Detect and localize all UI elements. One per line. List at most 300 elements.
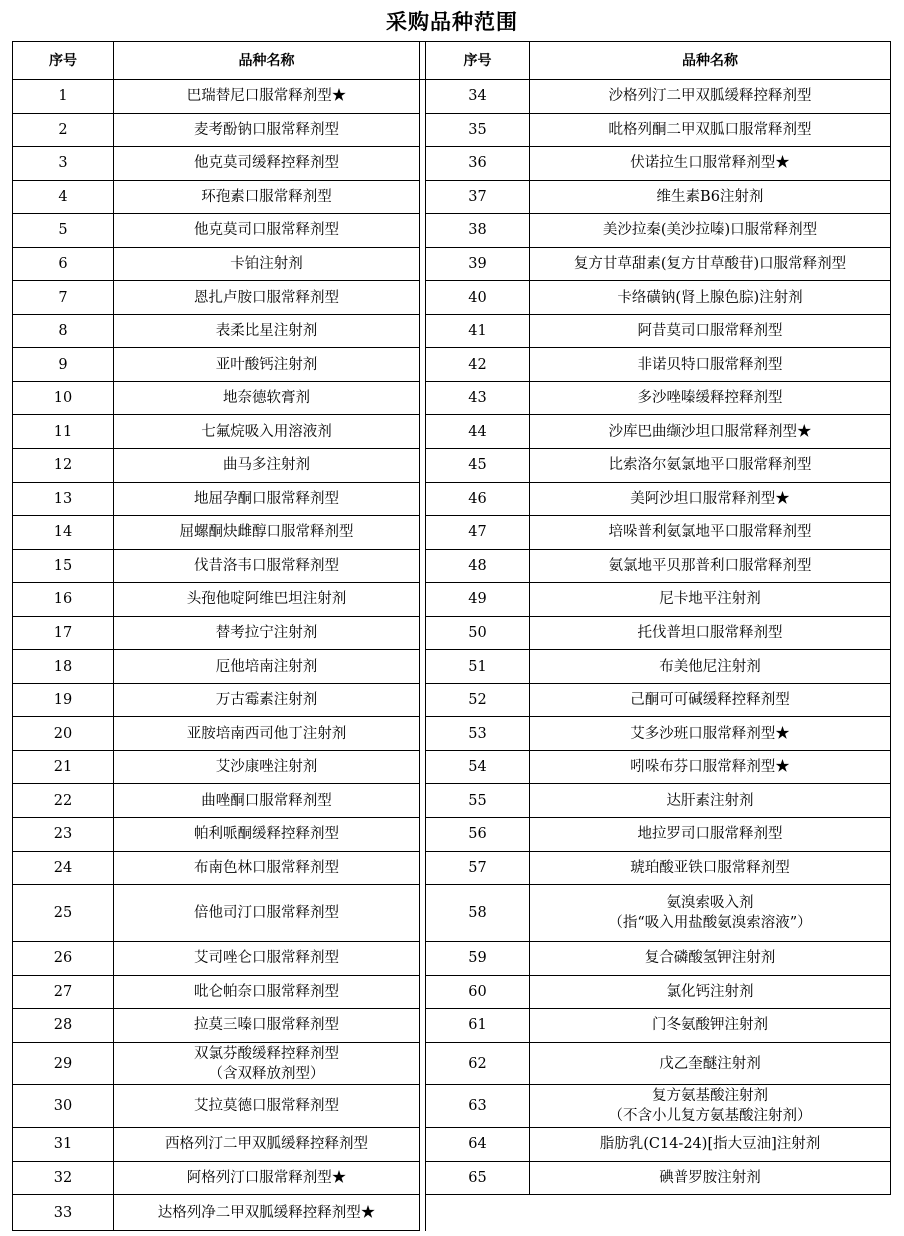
seq-cell xyxy=(426,650,530,684)
name-cell xyxy=(530,247,891,281)
name-cell xyxy=(530,415,891,449)
name-cell xyxy=(530,818,891,852)
seq-cell xyxy=(426,942,530,976)
seq-cell xyxy=(426,180,530,214)
seq-cell-text: 3 xyxy=(58,155,68,172)
table-row xyxy=(13,885,891,942)
seq-cell xyxy=(13,415,114,449)
name-cell xyxy=(530,1128,891,1162)
seq-cell xyxy=(426,113,530,147)
name-cell-text: 比索洛尔氨氯地平口服常释剂型 xyxy=(608,457,812,474)
name-cell xyxy=(530,1042,891,1085)
name-cell xyxy=(530,784,891,818)
name-cell xyxy=(530,549,891,583)
name-cell xyxy=(114,942,420,976)
seq-cell-text: 48 xyxy=(468,557,487,574)
seq-cell xyxy=(426,1161,530,1195)
name-cell xyxy=(530,750,891,784)
table-row xyxy=(13,80,891,114)
seq-cell xyxy=(426,683,530,717)
name-cell xyxy=(114,1085,420,1128)
seq-cell xyxy=(13,214,114,248)
name-cell-text: 帕利哌酮缓释控释剂型 xyxy=(194,826,339,843)
seq-cell-text: 45 xyxy=(468,457,487,474)
seq-cell xyxy=(13,1128,114,1162)
table-row xyxy=(13,549,891,583)
seq-cell xyxy=(13,1195,114,1231)
seq-cell xyxy=(13,1009,114,1043)
name-cell-text: 万古霉素注射剂 xyxy=(215,692,318,709)
seq-cell-text: 23 xyxy=(53,826,73,843)
name-cell xyxy=(530,717,891,751)
name-cell-text: 琥珀酸亚铁口服常释剂型 xyxy=(630,859,790,876)
name-cell-text: 氨溴索吸入剂 xyxy=(666,895,754,912)
seq-cell xyxy=(13,113,114,147)
seq-cell-text: 65 xyxy=(468,1169,487,1186)
name-cell xyxy=(530,975,891,1009)
name-cell-text: 地拉罗司口服常释剂型 xyxy=(637,826,783,843)
name-cell xyxy=(114,247,420,281)
name-cell-text: 艾司唑仑口服常释剂型 xyxy=(194,950,339,967)
name-cell-text: 曲马多注射剂 xyxy=(223,457,310,474)
seq-cell-text: 42 xyxy=(468,356,487,373)
name-cell xyxy=(114,1128,420,1162)
name-cell-text: 氯化钙注射剂 xyxy=(666,983,754,1000)
name-cell xyxy=(530,214,891,248)
name-cell-text: 倍他司汀口服常释剂型 xyxy=(194,905,339,922)
name-cell-text: 伐昔洛韦口服常释剂型 xyxy=(194,557,339,574)
seq-cell-text: 32 xyxy=(53,1169,73,1186)
name-cell-subtext: （含双释放剂型） xyxy=(208,1065,325,1082)
name-cell-text: 地屈孕酮口服常释剂型 xyxy=(194,490,339,507)
name-cell xyxy=(114,975,420,1009)
seq-cell-text: 7 xyxy=(58,289,68,306)
name-cell-text: 西格列汀二甲双胍缓释控释剂型 xyxy=(165,1136,368,1153)
seq-cell-text: 11 xyxy=(53,423,73,440)
table-row xyxy=(13,975,891,1009)
name-cell-subtext: （不含小儿复方氨基酸注射剂） xyxy=(608,1108,812,1125)
name-cell-text: 氨氯地平贝那普利口服常释剂型 xyxy=(608,557,812,574)
seq-cell-text: 55 xyxy=(468,792,487,809)
seq-cell xyxy=(13,1042,114,1085)
seq-cell-text: 33 xyxy=(53,1204,73,1221)
name-cell xyxy=(530,281,891,315)
seq-cell xyxy=(426,147,530,181)
name-cell-subtext: （指“吸入用盐酸氨溴索溶液”） xyxy=(608,915,812,932)
name-cell-text: 托伐普坦口服常释剂型 xyxy=(637,625,783,642)
seq-cell xyxy=(426,381,530,415)
table-row xyxy=(13,1195,891,1231)
seq-cell-text: 43 xyxy=(468,390,487,407)
table-row xyxy=(13,683,891,717)
name-cell-text: 美沙拉秦(美沙拉嗪)口服常释剂型 xyxy=(602,222,818,239)
name-cell-text: 培哚普利氨氯地平口服常释剂型 xyxy=(608,524,812,541)
seq-cell-text: 41 xyxy=(468,323,487,340)
name-cell xyxy=(530,583,891,617)
table-row xyxy=(13,784,891,818)
seq-cell xyxy=(13,516,114,550)
seq-cell-text: 60 xyxy=(468,983,487,1000)
name-cell xyxy=(530,381,891,415)
seq-cell xyxy=(13,281,114,315)
table-row xyxy=(13,616,891,650)
name-cell xyxy=(530,348,891,382)
seq-cell-text: 34 xyxy=(468,88,487,105)
table-row xyxy=(13,650,891,684)
seq-cell-text: 15 xyxy=(53,557,73,574)
name-cell-text: 门冬氨酸钾注射剂 xyxy=(652,1017,768,1034)
name-cell-text: 布美他尼注射剂 xyxy=(659,658,761,675)
name-cell xyxy=(114,750,420,784)
seq-cell xyxy=(426,1009,530,1043)
name-cell-text: 阿昔莫司口服常释剂型 xyxy=(637,323,783,340)
seq-cell xyxy=(13,482,114,516)
seq-cell xyxy=(426,717,530,751)
seq-cell xyxy=(13,942,114,976)
table-row xyxy=(13,247,891,281)
seq-cell-text: 20 xyxy=(53,725,73,742)
name-cell xyxy=(114,314,420,348)
name-cell-text: 头孢他啶阿维巴坦注射剂 xyxy=(186,591,347,608)
name-cell xyxy=(114,147,420,181)
name-cell-text: 尼卡地平注射剂 xyxy=(659,591,761,608)
seq-cell-text: 51 xyxy=(468,658,487,675)
seq-cell-text: 63 xyxy=(468,1098,487,1115)
table-row xyxy=(13,583,891,617)
seq-cell xyxy=(426,415,530,449)
seq-cell-text: 58 xyxy=(468,905,487,922)
name-cell xyxy=(114,616,420,650)
name-cell xyxy=(530,616,891,650)
seq-cell xyxy=(426,247,530,281)
name-cell-text: 表柔比星注射剂 xyxy=(215,323,318,340)
seq-cell-text: 17 xyxy=(53,625,73,642)
seq-cell-text: 6 xyxy=(58,256,68,272)
name-cell-text: 沙库巴曲缬沙坦口服常释剂型★ xyxy=(608,423,812,440)
name-cell-text: 替考拉宁注射剂 xyxy=(215,625,318,642)
seq-cell-text: 4 xyxy=(58,188,68,205)
table-row xyxy=(13,851,891,885)
seq-cell-text: 29 xyxy=(53,1055,73,1072)
name-cell xyxy=(530,180,891,214)
seq-cell-text: 18 xyxy=(53,658,73,675)
name-cell xyxy=(114,885,420,942)
name-cell xyxy=(114,381,420,415)
page-title: 采购品种范围 xyxy=(386,10,518,34)
name-cell xyxy=(114,1009,420,1043)
name-cell xyxy=(530,1009,891,1043)
name-cell-text: 曲唑酮口服常释剂型 xyxy=(201,792,332,809)
seq-cell xyxy=(426,482,530,516)
table-row xyxy=(13,348,891,382)
name-cell-text: 厄他培南注射剂 xyxy=(215,658,318,675)
name-cell-text: 他克莫司口服常释剂型 xyxy=(194,222,339,239)
name-cell-text: 他克莫司缓释控释剂型 xyxy=(194,155,339,172)
seq-cell xyxy=(13,314,114,348)
seq-cell xyxy=(426,975,530,1009)
name-cell-text: 恩扎卢胺口服常释剂型 xyxy=(194,289,339,306)
name-cell xyxy=(114,1042,420,1085)
name-cell xyxy=(530,449,891,483)
name-cell-text: 卡络磺钠(肾上腺色腙)注射剂 xyxy=(617,289,803,306)
seq-cell xyxy=(13,80,114,114)
seq-cell-text: 36 xyxy=(468,155,487,172)
name-cell xyxy=(114,449,420,483)
seq-cell-text: 14 xyxy=(53,524,73,541)
table-row xyxy=(13,449,891,483)
table-row xyxy=(13,314,891,348)
name-cell xyxy=(530,147,891,181)
seq-cell xyxy=(426,516,530,550)
seq-cell-text: 31 xyxy=(53,1136,73,1153)
seq-cell xyxy=(13,683,114,717)
seq-cell xyxy=(13,1085,114,1128)
table-body xyxy=(13,80,891,1231)
seq-cell-text: 22 xyxy=(53,792,73,809)
table-row xyxy=(13,113,891,147)
name-cell-text: 碘普罗胺注射剂 xyxy=(659,1169,761,1186)
seq-cell xyxy=(426,449,530,483)
table-row xyxy=(13,381,891,415)
seq-cell xyxy=(426,818,530,852)
table-row xyxy=(13,281,891,315)
name-cell xyxy=(114,214,420,248)
seq-cell-text: 50 xyxy=(468,625,487,642)
seq-cell xyxy=(13,650,114,684)
name-cell-text: 艾沙康唑注射剂 xyxy=(215,759,318,776)
header-seq-left: 序号 xyxy=(13,42,114,80)
name-cell-text: 复方甘草甜素(复方甘草酸苷)口服常释剂型 xyxy=(573,256,847,272)
seq-cell xyxy=(426,750,530,784)
name-cell xyxy=(530,314,891,348)
table-row xyxy=(13,818,891,852)
seq-cell-text: 30 xyxy=(53,1098,73,1115)
seq-cell-text: 64 xyxy=(468,1136,487,1153)
seq-cell xyxy=(426,348,530,382)
name-cell-text: 七氟烷吸入用溶液剂 xyxy=(201,423,332,440)
seq-cell xyxy=(426,214,530,248)
name-cell xyxy=(530,80,891,114)
seq-cell-text: 5 xyxy=(58,222,68,239)
name-cell-text: 阿格列汀口服常释剂型★ xyxy=(186,1169,347,1186)
name-cell-text: 吲哚布芬口服常释剂型★ xyxy=(630,759,790,776)
seq-cell-text: 53 xyxy=(468,725,487,742)
name-cell xyxy=(114,113,420,147)
seq-cell-text: 46 xyxy=(468,490,487,507)
name-cell xyxy=(114,851,420,885)
seq-cell-text: 13 xyxy=(53,490,73,507)
table-row xyxy=(13,147,891,181)
name-cell xyxy=(530,885,891,942)
table-row xyxy=(13,717,891,751)
seq-cell-text: 62 xyxy=(468,1055,487,1072)
name-cell-text: 达肝素注射剂 xyxy=(666,792,754,809)
seq-cell xyxy=(13,147,114,181)
seq-cell-text: 37 xyxy=(468,188,487,205)
table-row xyxy=(13,1161,891,1195)
name-cell xyxy=(530,683,891,717)
name-cell-text: 屈螺酮炔雌醇口服常释剂型 xyxy=(179,524,354,541)
name-cell xyxy=(114,415,420,449)
name-cell-text: 地奈德软膏剂 xyxy=(223,390,310,407)
seq-cell-text: 39 xyxy=(468,256,487,272)
seq-cell xyxy=(13,818,114,852)
name-cell xyxy=(114,281,420,315)
table-row xyxy=(13,1009,891,1043)
seq-cell-text: 54 xyxy=(468,759,487,776)
name-cell xyxy=(114,717,420,751)
name-cell xyxy=(114,482,420,516)
name-cell-text: 复方氨基酸注射剂 xyxy=(652,1088,768,1105)
seq-cell xyxy=(13,885,114,942)
seq-cell-text: 59 xyxy=(468,950,487,967)
name-cell xyxy=(530,650,891,684)
seq-cell xyxy=(13,975,114,1009)
name-cell xyxy=(114,549,420,583)
seq-cell xyxy=(13,549,114,583)
name-cell xyxy=(530,1195,891,1231)
name-cell-text: 艾拉莫德口服常释剂型 xyxy=(194,1098,339,1115)
seq-cell xyxy=(13,717,114,751)
name-cell-text: 吡格列酮二甲双胍口服常释剂型 xyxy=(608,121,812,138)
name-cell-text: 戊乙奎醚注射剂 xyxy=(659,1055,761,1072)
seq-cell-text: 24 xyxy=(53,859,73,876)
table-row xyxy=(13,1085,891,1128)
seq-cell-text: 47 xyxy=(468,524,487,541)
seq-cell-text: 61 xyxy=(468,1017,487,1034)
table-row xyxy=(13,1128,891,1162)
name-cell-text: 麦考酚钠口服常释剂型 xyxy=(194,121,339,138)
name-cell-text: 卡铂注射剂 xyxy=(230,256,303,272)
name-cell-text: 达格列净二甲双胍缓释控释剂型★ xyxy=(157,1204,376,1221)
name-cell-text: 脂肪乳(C14-24)[指大豆油]注射剂 xyxy=(599,1136,821,1153)
seq-cell xyxy=(426,885,530,942)
name-cell xyxy=(530,1161,891,1195)
name-cell-text: 复合磷酸氢钾注射剂 xyxy=(644,950,776,967)
header-name-right: 品种名称 xyxy=(530,42,891,80)
name-cell-text: 美阿沙坦口服常释剂型★ xyxy=(630,490,790,507)
seq-cell xyxy=(426,784,530,818)
seq-cell-text: 56 xyxy=(468,826,487,843)
seq-cell-text: 40 xyxy=(468,289,487,306)
name-cell-text: 双氯芬酸缓释控释剂型 xyxy=(194,1045,339,1062)
table-row xyxy=(13,750,891,784)
seq-cell-text: 28 xyxy=(53,1017,73,1034)
seq-cell-text: 57 xyxy=(468,859,487,876)
seq-cell xyxy=(426,616,530,650)
name-cell-text: 伏诺拉生口服常释剂型★ xyxy=(630,155,790,172)
seq-cell-text: 2 xyxy=(58,121,68,138)
table-header-row xyxy=(13,42,891,80)
seq-cell xyxy=(426,281,530,315)
name-cell-text: 亚胺培南西司他丁注射剂 xyxy=(186,725,347,742)
name-cell xyxy=(114,818,420,852)
seq-cell-text: 27 xyxy=(53,983,73,1000)
seq-cell xyxy=(426,549,530,583)
name-cell-text: 多沙唑嗪缓释控释剂型 xyxy=(637,390,783,407)
seq-cell xyxy=(13,449,114,483)
seq-cell xyxy=(13,1161,114,1195)
seq-cell-text: 10 xyxy=(53,390,73,407)
seq-cell-text: 52 xyxy=(468,692,487,709)
name-cell-text: 非诺贝特口服常释剂型 xyxy=(637,356,783,373)
header-name-left: 品种名称 xyxy=(114,42,420,80)
name-cell xyxy=(530,482,891,516)
name-cell-text: 布南色林口服常释剂型 xyxy=(194,859,339,876)
seq-cell-text: 25 xyxy=(53,905,73,922)
seq-cell-text: 35 xyxy=(468,121,487,138)
seq-cell-text: 16 xyxy=(53,591,73,608)
seq-cell xyxy=(13,851,114,885)
name-cell xyxy=(530,516,891,550)
seq-cell-text: 21 xyxy=(53,759,73,776)
seq-cell xyxy=(426,851,530,885)
seq-cell xyxy=(13,616,114,650)
name-cell xyxy=(114,80,420,114)
table-row xyxy=(13,482,891,516)
table-row xyxy=(13,516,891,550)
seq-cell xyxy=(13,381,114,415)
name-cell-text: 己酮可可碱缓释控释剂型 xyxy=(630,692,790,709)
seq-cell xyxy=(426,583,530,617)
name-cell xyxy=(530,851,891,885)
table-row xyxy=(13,1042,891,1085)
seq-cell xyxy=(426,314,530,348)
name-cell xyxy=(114,348,420,382)
name-cell-text: 环孢素口服常释剂型 xyxy=(201,188,332,205)
seq-cell xyxy=(13,750,114,784)
seq-cell-text: 49 xyxy=(468,591,487,608)
seq-cell xyxy=(13,348,114,382)
name-cell xyxy=(114,516,420,550)
header-seq-right: 序号 xyxy=(426,42,530,80)
seq-cell xyxy=(13,180,114,214)
seq-cell-text: 9 xyxy=(58,356,68,373)
seq-cell-text: 44 xyxy=(468,423,487,440)
name-cell xyxy=(530,1085,891,1128)
table-row xyxy=(13,942,891,976)
name-cell xyxy=(114,1161,420,1195)
name-cell-text: 艾多沙班口服常释剂型★ xyxy=(630,725,790,742)
seq-cell-text: 38 xyxy=(468,222,487,239)
seq-cell xyxy=(426,1042,530,1085)
name-cell-text: 吡仑帕奈口服常释剂型 xyxy=(194,983,339,1000)
seq-cell xyxy=(426,1085,530,1128)
name-cell xyxy=(530,942,891,976)
seq-cell-text: 26 xyxy=(53,950,73,967)
seq-cell xyxy=(13,247,114,281)
seq-cell-text: 12 xyxy=(53,457,73,474)
name-cell xyxy=(530,113,891,147)
name-cell-text: 维生素B6注射剂 xyxy=(656,188,764,205)
seq-cell xyxy=(426,80,530,114)
name-cell xyxy=(114,180,420,214)
seq-cell xyxy=(13,784,114,818)
name-cell-text: 拉莫三嗪口服常释剂型 xyxy=(194,1017,339,1034)
name-cell-text: 沙格列汀二甲双胍缓释控释剂型 xyxy=(608,88,812,105)
table-row xyxy=(13,214,891,248)
seq-cell xyxy=(13,583,114,617)
seq-cell-text: 1 xyxy=(58,88,68,105)
table-row xyxy=(13,415,891,449)
seq-cell-text: 19 xyxy=(53,692,73,709)
name-cell-text: 巴瑞替尼口服常释剂型★ xyxy=(186,88,347,105)
name-cell xyxy=(114,650,420,684)
procurement-table xyxy=(12,41,891,1231)
name-cell xyxy=(114,683,420,717)
table-row xyxy=(13,180,891,214)
name-cell-text: 亚叶酸钙注射剂 xyxy=(215,356,318,373)
